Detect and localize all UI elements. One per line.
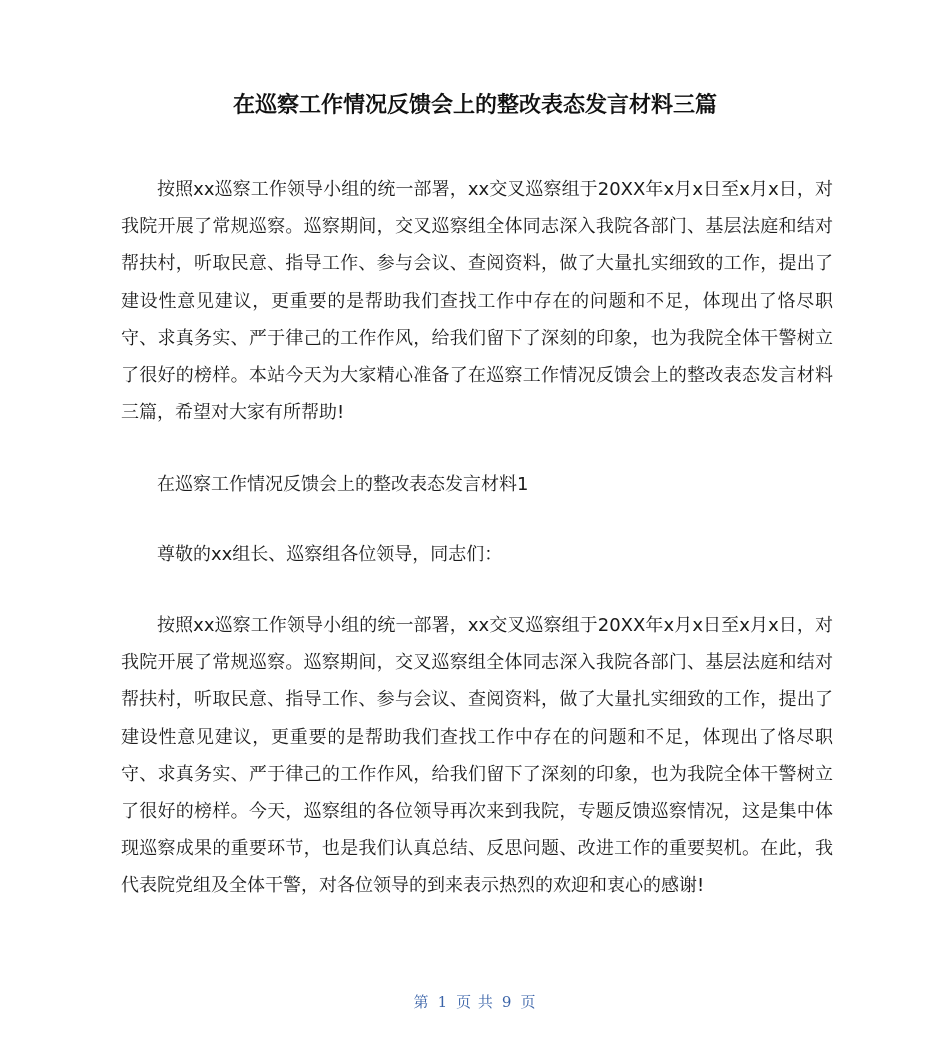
page-footer — [0, 990, 950, 1014]
footer-middle: 页 共 — [456, 993, 494, 1011]
document-title: 在巡察工作情况反馈会上的整改表态发言材料三篇 — [232, 93, 717, 118]
footer-prefix: 第 — [413, 993, 430, 1011]
greeting-line: 尊敬的xx组长、巡察组各位领导，同志们： — [157, 544, 503, 565]
footer-total-pages: 9 — [501, 993, 513, 1011]
body-paragraph: 按照xx巡察工作领导小组的统一部署，xx交叉巡察组于20XX年x月x日至x月x日，对我院开展了常规巡察。巡察期间，交叉巡察组全体同志深入我院各部门、基层法庭和结对帮扶村，听取民意、指导工作、参与会议、查阅资料，做了大量扎实细致的工作，提出了建设性意见建议，更重要的是帮助我们查找工作中存在的问题和不足，体现出了恪尽职守、求真务实、严于律己的工作作风，给我们留下了深刻的印象，也为我院全体干警树立了很好的榜样。今天，巡察组的各位领导再次来到我院，专题反馈巡察情况，这是集中体现巡察成果的重要环节，也是我们认真总结、反思问题、改进工作的重要契机。在此，我代表院党组及全体干警，对各位领导的到来表示热烈的欢迎和衷心的感谢! — [121, 615, 833, 897]
intro-paragraph: 按照xx巡察工作领导小组的统一部署，xx交叉巡察组于20XX年x月x日至x月x日，对我院开展了常规巡察。巡察期间，交叉巡察组全体同志深入我院各部门、基层法庭和结对帮扶村，听取民意、指导工作、参与会议、查阅资料，做了大量扎实细致的工作，提出了建设性意见建议，更重要的是帮助我们查找工作中存在的问题和不足，体现出了恪尽职守、求真务实、严于律己的工作作风，给我们留下了深刻的印象，也为我院全体干警树立了很好的榜样。本站今天为大家精心准备了在巡察工作情况反馈会上的整改表态发言材料三篇，希望对大家有所帮助! — [121, 179, 833, 424]
footer-suffix: 页 — [520, 993, 537, 1011]
section-subheading: 在巡察工作情况反馈会上的整改表态发言材料1 — [157, 474, 529, 495]
footer-page-number: 1 — [437, 993, 449, 1011]
